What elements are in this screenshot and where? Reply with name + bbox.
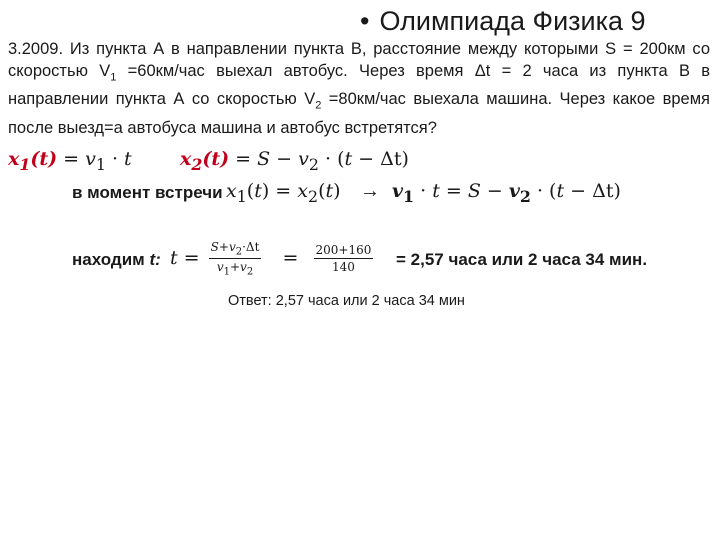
car-equation: $x_2(t) = S - v_2 \cdot (t - \Delta t)$ — [180, 148, 409, 174]
slide-title — [360, 6, 646, 37]
problem-text-1: Из пункта А в направлении пункта В, расстояние между которыми S = 200км со скоростью V — [8, 40, 710, 80]
subscript-2: 2 — [315, 99, 322, 112]
answer-text: Ответ: 2,57 часа или 2 часа 34 мин — [228, 293, 465, 309]
subscript-1: 1 — [110, 71, 117, 84]
find-label — [72, 250, 161, 270]
bullet-icon: • — [360, 6, 370, 36]
find-label-text: находим — [72, 250, 145, 269]
arrow-right-icon: → — [360, 180, 380, 202]
problem-text-2: =60км/час выехал автобус. Через время Δt = 2 часа из пункта В в направлении пункта А со скоростью V — [8, 62, 710, 109]
find-equation: t = $\frac{S+v_2\cdot\Delta t}{v_1+v_2}$ = $\frac{200+160}{140}$ — [170, 240, 372, 278]
problem-number: 3.2009. — [8, 40, 64, 58]
problem-text-3: =80км/час выехала машина. Через какое время после выезд=а автобуса машина и автобус встретятся? — [8, 90, 710, 137]
bus-equation: $x_1(t) = v_1 \cdot t$ — [8, 148, 132, 174]
meet-equation: $v_1 \cdot t = S - v_2 \cdot (t - \Delta t)$ — [392, 180, 621, 206]
find-variable: t: — [149, 250, 161, 269]
problem-statement — [8, 38, 710, 139]
meet-condition: $x_1(t) = x_2(t)$ — [226, 180, 341, 206]
numeric-fraction: $\frac{200+160}{140}$ — [315, 243, 372, 275]
formula-fraction: $\frac{S+v_2\cdot\Delta t}{v_1+v_2}$ — [210, 240, 260, 278]
meet-label: в момент встречи — [72, 183, 223, 202]
result-text: = 2,57 часа или 2 часа 34 мин. — [396, 250, 648, 269]
slide-title-text: Олимпиада Физика 9 — [379, 6, 646, 36]
